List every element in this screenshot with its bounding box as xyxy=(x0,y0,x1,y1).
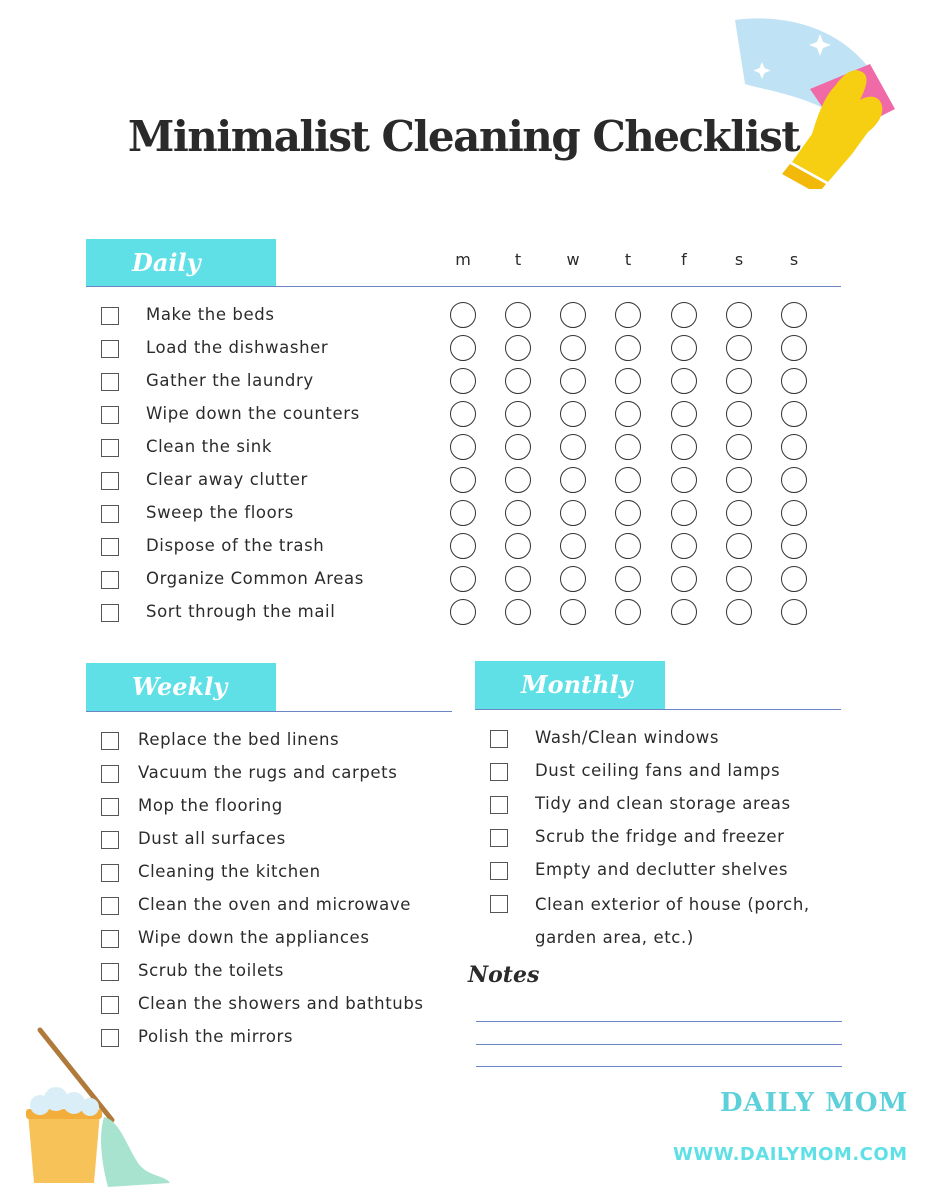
weekly-checkbox[interactable] xyxy=(101,930,119,948)
day-checkbox-circle[interactable] xyxy=(781,401,807,427)
day-checkbox-circle[interactable] xyxy=(781,335,807,361)
monthly-task-label: Dust ceiling fans and lamps xyxy=(535,761,781,780)
day-checkbox-circle[interactable] xyxy=(615,599,641,625)
daily-task-label: Wipe down the counters xyxy=(146,404,360,423)
day-checkbox-circle[interactable] xyxy=(505,434,531,460)
daily-checkbox[interactable] xyxy=(101,571,119,589)
day-checkbox-circle[interactable] xyxy=(560,401,586,427)
day-checkbox-circle[interactable] xyxy=(615,434,641,460)
day-checkbox-circle[interactable] xyxy=(671,566,697,592)
day-checkbox-circle[interactable] xyxy=(671,302,697,328)
day-label: t xyxy=(624,250,632,269)
day-checkbox-circle[interactable] xyxy=(781,467,807,493)
weekly-checkbox[interactable] xyxy=(101,963,119,981)
weekly-checkbox[interactable] xyxy=(101,798,119,816)
day-checkbox-circle[interactable] xyxy=(450,434,476,460)
day-checkbox-circle[interactable] xyxy=(781,599,807,625)
day-checkbox-circle[interactable] xyxy=(615,566,641,592)
day-checkbox-circle[interactable] xyxy=(726,599,752,625)
day-checkbox-circle[interactable] xyxy=(560,434,586,460)
daily-checkbox[interactable] xyxy=(101,373,119,391)
monthly-checkbox[interactable] xyxy=(490,730,508,748)
monthly-checkbox[interactable] xyxy=(490,895,508,913)
day-checkbox-circle[interactable] xyxy=(726,434,752,460)
notes-heading: Notes xyxy=(468,962,540,988)
daily-task-label: Load the dishwasher xyxy=(146,338,329,357)
monthly-task-label: Empty and declutter shelves xyxy=(535,860,789,879)
day-checkbox-circle[interactable] xyxy=(615,533,641,559)
day-checkbox-circle[interactable] xyxy=(671,335,697,361)
brand-logo: DAILY MOM xyxy=(720,1088,909,1118)
day-checkbox-circle[interactable] xyxy=(560,566,586,592)
monthly-rule xyxy=(475,709,841,710)
day-checkbox-circle[interactable] xyxy=(450,368,476,394)
weekly-task-label: Dust all surfaces xyxy=(138,829,286,848)
weekly-checkbox[interactable] xyxy=(101,732,119,750)
note-line[interactable] xyxy=(476,1044,842,1045)
daily-task-label: Dispose of the trash xyxy=(146,536,325,555)
day-checkbox-circle[interactable] xyxy=(560,599,586,625)
day-checkbox-circle[interactable] xyxy=(505,599,531,625)
website-url[interactable]: WWW.DAILYMOM.COM xyxy=(673,1144,908,1165)
day-checkbox-circle[interactable] xyxy=(726,467,752,493)
daily-checkbox[interactable] xyxy=(101,604,119,622)
day-checkbox-circle[interactable] xyxy=(560,500,586,526)
day-checkbox-circle[interactable] xyxy=(726,500,752,526)
day-checkbox-circle[interactable] xyxy=(615,500,641,526)
day-checkbox-circle[interactable] xyxy=(505,368,531,394)
weekly-task-label: Mop the flooring xyxy=(138,796,283,815)
weekly-checkbox[interactable] xyxy=(101,996,119,1014)
weekly-task-label: Clean the oven and microwave xyxy=(138,895,411,914)
day-checkbox-circle[interactable] xyxy=(671,467,697,493)
day-checkbox-circle[interactable] xyxy=(615,368,641,394)
daily-task-label: Sweep the floors xyxy=(146,503,294,522)
day-checkbox-circle[interactable] xyxy=(560,335,586,361)
daily-checkbox[interactable] xyxy=(101,406,119,424)
day-checkbox-circle[interactable] xyxy=(505,335,531,361)
day-checkbox-circle[interactable] xyxy=(505,302,531,328)
day-checkbox-circle[interactable] xyxy=(726,401,752,427)
day-checkbox-circle[interactable] xyxy=(450,599,476,625)
day-checkbox-circle[interactable] xyxy=(671,434,697,460)
weekly-rule xyxy=(86,711,452,712)
daily-task-label: Make the beds xyxy=(146,305,275,324)
daily-checkbox[interactable] xyxy=(101,340,119,358)
weekly-checkbox[interactable] xyxy=(101,765,119,783)
daily-task-label: Gather the laundry xyxy=(146,371,314,390)
weekly-task-label: Scrub the toilets xyxy=(138,961,284,980)
monthly-task-label: Wash/Clean windows xyxy=(535,728,720,747)
day-checkbox-circle[interactable] xyxy=(671,401,697,427)
monthly-heading: Monthly xyxy=(475,661,665,709)
cleaning-glove-icon xyxy=(730,14,905,189)
daily-heading: Daily xyxy=(86,239,276,287)
day-checkbox-circle[interactable] xyxy=(726,566,752,592)
daily-checkbox[interactable] xyxy=(101,538,119,556)
day-checkbox-circle[interactable] xyxy=(615,467,641,493)
day-label: s xyxy=(789,250,799,269)
monthly-task-label: Tidy and clean storage areas xyxy=(535,794,791,813)
daily-checkbox[interactable] xyxy=(101,505,119,523)
day-checkbox-circle[interactable] xyxy=(615,302,641,328)
daily-task-label: Clean the sink xyxy=(146,437,272,456)
monthly-checkbox[interactable] xyxy=(490,763,508,781)
bucket-mop-icon xyxy=(20,1025,180,1190)
day-checkbox-circle[interactable] xyxy=(726,302,752,328)
note-line[interactable] xyxy=(476,1021,842,1022)
weekly-task-label: Cleaning the kitchen xyxy=(138,862,321,881)
day-checkbox-circle[interactable] xyxy=(505,467,531,493)
day-checkbox-circle[interactable] xyxy=(726,368,752,394)
daily-task-label: Sort through the mail xyxy=(146,602,336,621)
day-checkbox-circle[interactable] xyxy=(450,533,476,559)
day-checkbox-circle[interactable] xyxy=(450,566,476,592)
weekly-task-label: Replace the bed linens xyxy=(138,730,340,749)
day-checkbox-circle[interactable] xyxy=(781,434,807,460)
weekly-task-label: Wipe down the appliances xyxy=(138,928,370,947)
day-checkbox-circle[interactable] xyxy=(560,467,586,493)
day-checkbox-circle[interactable] xyxy=(726,533,752,559)
day-label: f xyxy=(681,250,687,269)
monthly-task-label: Scrub the fridge and freezer xyxy=(535,827,785,846)
weekly-checkbox[interactable] xyxy=(101,864,119,882)
day-checkbox-circle[interactable] xyxy=(450,302,476,328)
day-checkbox-circle[interactable] xyxy=(615,335,641,361)
daily-checkbox[interactable] xyxy=(101,439,119,457)
day-checkbox-circle[interactable] xyxy=(450,467,476,493)
monthly-checkbox[interactable] xyxy=(490,796,508,814)
weekly-heading: Weekly xyxy=(86,663,276,711)
daily-checkbox[interactable] xyxy=(101,472,119,490)
day-checkbox-circle[interactable] xyxy=(560,368,586,394)
monthly-task-label: Clean exterior of house (porch, garden area, etc.) xyxy=(535,895,810,947)
day-label: w xyxy=(566,250,580,269)
page-title: Minimalist Cleaning Checklist xyxy=(127,112,800,161)
day-checkbox-circle[interactable] xyxy=(726,335,752,361)
note-line[interactable] xyxy=(476,1066,842,1067)
day-checkbox-circle[interactable] xyxy=(781,566,807,592)
day-label: s xyxy=(734,250,744,269)
day-checkbox-circle[interactable] xyxy=(781,533,807,559)
day-checkbox-circle[interactable] xyxy=(671,599,697,625)
day-checkbox-circle[interactable] xyxy=(671,533,697,559)
daily-task-label: Organize Common Areas xyxy=(146,569,364,588)
day-checkbox-circle[interactable] xyxy=(505,566,531,592)
day-checkbox-circle[interactable] xyxy=(560,533,586,559)
day-checkbox-circle[interactable] xyxy=(450,401,476,427)
day-checkbox-circle[interactable] xyxy=(505,533,531,559)
day-checkbox-circle[interactable] xyxy=(615,401,641,427)
day-checkbox-circle[interactable] xyxy=(781,302,807,328)
daily-task-label: Clear away clutter xyxy=(146,470,308,489)
day-checkbox-circle[interactable] xyxy=(560,302,586,328)
daily-checkbox[interactable] xyxy=(101,307,119,325)
day-checkbox-circle[interactable] xyxy=(505,401,531,427)
weekly-task-label: Clean the showers and bathtubs xyxy=(138,994,424,1013)
day-checkbox-circle[interactable] xyxy=(671,368,697,394)
day-label: t xyxy=(514,250,522,269)
day-checkbox-circle[interactable] xyxy=(781,368,807,394)
weekly-task-label: Vacuum the rugs and carpets xyxy=(138,763,398,782)
monthly-checkbox[interactable] xyxy=(490,862,508,880)
monthly-checkbox[interactable] xyxy=(490,829,508,847)
weekly-task-label: Polish the mirrors xyxy=(138,1027,294,1046)
daily-rule xyxy=(86,286,841,287)
day-checkbox-circle[interactable] xyxy=(671,500,697,526)
day-checkbox-circle[interactable] xyxy=(505,500,531,526)
day-label: m xyxy=(455,250,471,269)
day-checkbox-circle[interactable] xyxy=(450,335,476,361)
weekly-checkbox[interactable] xyxy=(101,897,119,915)
day-checkbox-circle[interactable] xyxy=(781,500,807,526)
day-checkbox-circle[interactable] xyxy=(450,500,476,526)
weekly-checkbox[interactable] xyxy=(101,831,119,849)
